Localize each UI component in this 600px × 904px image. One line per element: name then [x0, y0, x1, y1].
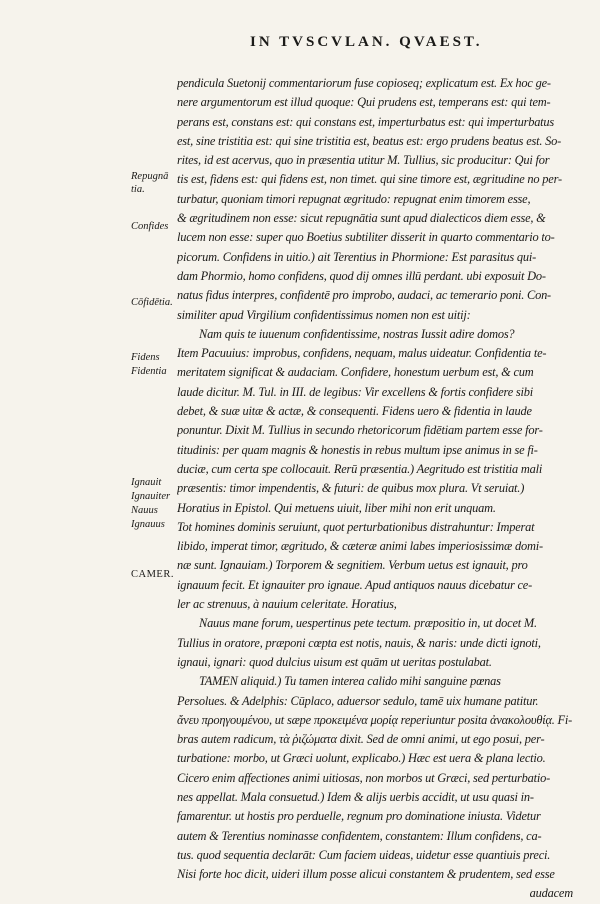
text-line: perans est, constans est: qui constans est, imperturbatus est: qui imperturbatus	[177, 114, 555, 129]
text-line: Nam quis te iuuenum confidentissime, nostras Iussit adire domos?	[199, 326, 515, 341]
text-line: Tullius in oratore, præponi cœpta est notis, nauis, & naris: unde dicti ignoti,	[177, 635, 541, 650]
text-line: præsentis: timor impendentis, & futuri: de quibus mox plura. Vt seruiat.)	[177, 481, 525, 496]
text-line: nes appellat. Mala consuetud.) Idem & alijs uerbis accidit, ut usu quasi in-	[177, 789, 534, 804]
text-line: similiter apud Virgilium confidentissimus nomen non est uitij:	[177, 307, 471, 322]
text-line: tus. quod sequentia declarāt: Cum faciem uideas, uidetur esse quantiuis preci.	[177, 847, 551, 862]
main-text-column	[177, 74, 573, 904]
text-line: autem & Terentius nominasse confidentem, constantem: Illum confidens, ca-	[177, 828, 542, 843]
text-line: ponuntur. Dixit M. Tullius in secundo rhetoricorum fidētiam partem esse for-	[177, 423, 543, 438]
margin-note: Fidentia	[131, 366, 167, 377]
margin-note: Ignauit	[131, 477, 162, 488]
text-line: ler ac strenuus, à nauium celeritate. Horatius,	[177, 597, 397, 612]
margin-notes	[0, 0, 175, 880]
margin-note: Ignauiter	[131, 491, 171, 502]
text-line: pendicula Suetonij commentariorum fuse copioseq; explicatum est. Ex hoc ge-	[177, 76, 551, 90]
text-line: Tot homines dominis seruiunt, quot perturbationibus distrahuntur: Imperat	[177, 519, 535, 534]
text-line: famarentur. ut hostis pro perduelle, regnum pro dominatione iniusta. Videtur	[177, 809, 541, 824]
text-line: picorum. Confidens in uitio.) ait Terentius in Phormione: Est parasitus qui-	[177, 249, 537, 264]
text-line: laude dicitur. M. Tul. in III. de legibus: Vir excellens & fortis confidere sibi	[177, 384, 534, 399]
margin-note: Ignauus	[131, 519, 165, 530]
text-line: Nisi forte hoc dicit, uideri illum posse alicui constantem & prudentem, sed esse	[177, 867, 555, 882]
text-line: Nauus mane forum, uespertinus pete tectum. præpositio in, ut docet M.	[199, 616, 537, 631]
text-line: dam Phormio, homo confidens, quod dij omnes illū perdant. ubi exposuit Do-	[177, 268, 546, 283]
running-header: IN TVSCVLAN. QVAEST.	[250, 34, 483, 50]
text-line: ἄνευ προηγουμένου, ut sæpe προκειμένα μορίᾳ reperiuntur posita ἀνακολουθίᾳ. Fi-	[177, 712, 573, 727]
text-line: ignaui, ignari: quod dulcius uisum est quām ut ueritas postulabat.	[177, 654, 492, 669]
text-line: titudinis: per quam magnis & honestis in rebus multum ipse animus in se fi-	[177, 442, 538, 457]
text-line: turbatione: morbo, ut Græci uolunt, explicabo.) Hæc est uera & plana lectio.	[177, 751, 546, 766]
text-line: nere argumentorum est illud quoque: Qui prudens est, temperans est: qui tem-	[177, 95, 551, 110]
text-line: meritatem significat & audaciam. Confidere, honestum uerbum est, & cum	[177, 365, 534, 380]
margin-note: Repugnā	[131, 171, 169, 182]
text-line: Cicero enim affectiones animi uitiosas, non morbos ut Græci, sed perturbatio-	[177, 770, 551, 785]
text-line: næ sunt. Ignauiam.) Torporem & segnitiem. Verbum uetus est ignauit, pro	[177, 558, 528, 573]
text-line: tis est, fidens est: qui fidens est, non timet. qui sine timore est, ægritudine no per-	[177, 172, 562, 187]
text-line: audacem	[529, 886, 573, 901]
margin-note: CAMER.	[131, 569, 174, 580]
margin-note: Nauus	[131, 505, 158, 516]
text-line: natus fidus interpres, confidentē pro improbo, audaci, ac temerario poni. Con-	[177, 288, 551, 303]
margin-note: Confides	[131, 221, 169, 232]
text-line: rites, id est acervus, quo in præsentia utitur M. Tullius, sic producitur: Qui for	[177, 153, 550, 168]
text-line: Horatius in Epistol. Qui metuens uiuit, liber mihi non erit unquam.	[177, 500, 496, 515]
margin-note: tia.	[131, 184, 145, 195]
text-line: debet, & suæ uitæ & actæ, & consequenti. Fidens uero & fidentia in laude	[177, 404, 532, 419]
text-line: turbatur, quoniam timori repugnat ægritudo: repugnat enim timorem esse,	[177, 191, 531, 206]
margin-note: Fidens	[131, 352, 160, 363]
text-line: & ægritudinem non esse: sicut repugnātia sunt apud dialecticos diem esse, &	[177, 211, 546, 226]
text-line: libido, imperat timor, ægritudo, & cæteræ animi labes imperiosissimæ domi-	[177, 539, 543, 554]
margin-note: Cōfidētia.	[131, 297, 173, 308]
text-line: Persolues. & Adelphis: Cūplaco, aduersor sedulo, tamē uix humane patitur.	[177, 693, 539, 708]
text-line: TAMEN aliquid.) Tu tamen interea calido mihi sanguine pœnas	[199, 674, 501, 689]
text-line: Item Pacuuius: improbus, confidens, nequam, malus uideatur. Confidentia te-	[177, 346, 547, 361]
text-line: lucem non esse: super quo Boetius subtiliter disserit in quarto commentario to-	[177, 230, 555, 245]
text-line: est, sine tristitia est: qui sine tristitia est, beatus est: ergo prudens beatus est. So-	[177, 133, 562, 148]
text-line: duciæ, cum certa spe collocauit. Rerū præsentia.) Aegritudo est tristitia mali	[177, 461, 543, 476]
text-line: ignauum fecit. Et ignauiter pro ignaue. Apud antiquos nauus dicebatur ce-	[177, 577, 533, 592]
text-line: bras autem radicum, τὰ ῥιζώματα dixit. Sed de omni animi, ut ego posui, per-	[177, 732, 545, 747]
